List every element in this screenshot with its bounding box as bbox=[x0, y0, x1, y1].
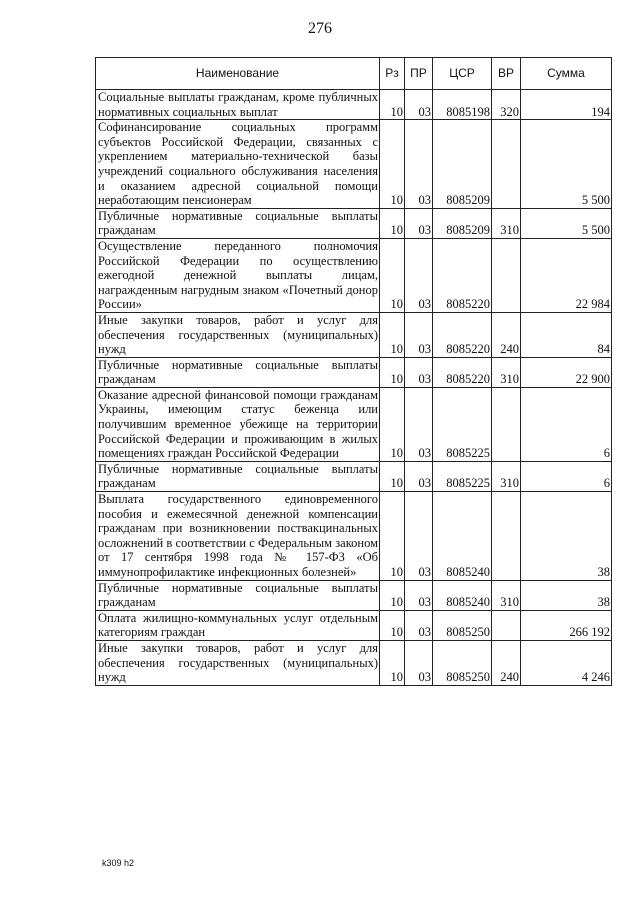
cell-sum: 84 bbox=[521, 312, 612, 357]
cell-sum: 5 500 bbox=[521, 120, 612, 209]
cell-vr bbox=[492, 610, 521, 640]
cell-name: Иные закупки товаров, работ и услуг для обеспечения государственных (муниципальных) нужд bbox=[96, 312, 380, 357]
table-row bbox=[96, 387, 612, 461]
cell-pr: 03 bbox=[405, 312, 433, 357]
cell-name: Публичные нормативные социальные выплаты гражданам bbox=[96, 461, 380, 491]
cell-pr: 03 bbox=[405, 461, 433, 491]
cell-sum: 6 bbox=[521, 387, 612, 461]
table-row bbox=[96, 580, 612, 610]
cell-vr: 310 bbox=[492, 461, 521, 491]
cell-name: Публичные нормативные социальные выплаты гражданам bbox=[96, 357, 380, 387]
table-row bbox=[96, 312, 612, 357]
cell-csr: 8085220 bbox=[433, 312, 492, 357]
cell-sum: 5 500 bbox=[521, 208, 612, 238]
cell-name: Оказание адресной финансовой помощи гражданам Украины, имеющим статус беженца или получившим временное убежище на территории Российской Федерации и проживающим в жилых помещениях граждан Российской Федерации bbox=[96, 387, 380, 461]
cell-vr: 310 bbox=[492, 208, 521, 238]
cell-rz: 10 bbox=[380, 580, 405, 610]
cell-pr: 03 bbox=[405, 387, 433, 461]
cell-rz: 10 bbox=[380, 208, 405, 238]
cell-vr: 310 bbox=[492, 580, 521, 610]
cell-csr: 8085198 bbox=[433, 90, 492, 120]
cell-csr: 8085240 bbox=[433, 492, 492, 581]
cell-csr: 8085240 bbox=[433, 580, 492, 610]
cell-pr: 03 bbox=[405, 580, 433, 610]
cell-name: Оплата жилищно-коммунальных услуг отдельным категориям граждан bbox=[96, 610, 380, 640]
cell-vr bbox=[492, 492, 521, 581]
cell-pr: 03 bbox=[405, 357, 433, 387]
cell-sum: 266 192 bbox=[521, 610, 612, 640]
footer-code: k309 h2 bbox=[102, 858, 135, 868]
cell-rz: 10 bbox=[380, 120, 405, 209]
cell-pr: 03 bbox=[405, 90, 433, 120]
cell-vr bbox=[492, 120, 521, 209]
table-header-row bbox=[96, 58, 612, 90]
cell-pr: 03 bbox=[405, 610, 433, 640]
cell-sum: 38 bbox=[521, 580, 612, 610]
cell-rz: 10 bbox=[380, 461, 405, 491]
cell-name: Публичные нормативные социальные выплаты гражданам bbox=[96, 208, 380, 238]
header-rz: Рз bbox=[380, 58, 405, 90]
cell-rz: 10 bbox=[380, 492, 405, 581]
cell-vr: 310 bbox=[492, 357, 521, 387]
cell-csr: 8085225 bbox=[433, 461, 492, 491]
cell-name: Социальные выплаты гражданам, кроме публичных нормативных социальных выплат bbox=[96, 90, 380, 120]
table-row bbox=[96, 90, 612, 120]
cell-name: Выплата государственного единовременного пособия и ежемесячной денежной компенсации гражданам при возникновении поствакцинальных осложнений в соответствии с Федеральным законом от 17 сентября 1998 года № 157-ФЗ «Об иммунопрофилактике инфекционных болезней» bbox=[96, 492, 380, 581]
cell-rz: 10 bbox=[380, 312, 405, 357]
cell-rz: 10 bbox=[380, 357, 405, 387]
cell-vr: 240 bbox=[492, 312, 521, 357]
header-pr: ПР bbox=[405, 58, 433, 90]
cell-rz: 10 bbox=[380, 238, 405, 312]
cell-sum: 6 bbox=[521, 461, 612, 491]
table-row bbox=[96, 238, 612, 312]
table-row bbox=[96, 461, 612, 491]
cell-csr: 8085250 bbox=[433, 640, 492, 685]
budget-table bbox=[95, 57, 612, 686]
cell-pr: 03 bbox=[405, 120, 433, 209]
cell-csr: 8085250 bbox=[433, 610, 492, 640]
cell-rz: 10 bbox=[380, 610, 405, 640]
cell-pr: 03 bbox=[405, 640, 433, 685]
cell-csr: 8085220 bbox=[433, 357, 492, 387]
cell-pr: 03 bbox=[405, 492, 433, 581]
cell-sum: 22 900 bbox=[521, 357, 612, 387]
cell-name: Иные закупки товаров, работ и услуг для обеспечения государственных (муниципальных) нужд bbox=[96, 640, 380, 685]
header-sum: Сумма bbox=[521, 58, 612, 90]
cell-vr: 240 bbox=[492, 640, 521, 685]
table-body bbox=[96, 90, 612, 686]
cell-pr: 03 bbox=[405, 208, 433, 238]
header-csr: ЦСР bbox=[433, 58, 492, 90]
header-name: Наименование bbox=[96, 58, 380, 90]
cell-csr: 8085209 bbox=[433, 120, 492, 209]
cell-name: Софинансирование социальных программ субъектов Российской Федерации, связанных с укреплением материально-технической базы учреждений социального обслуживания населения и оказанием адресной социальной помощи неработающим пенсионерам bbox=[96, 120, 380, 209]
cell-csr: 8085220 bbox=[433, 238, 492, 312]
cell-sum: 22 984 bbox=[521, 238, 612, 312]
header-vr: ВР bbox=[492, 58, 521, 90]
cell-name: Публичные нормативные социальные выплаты гражданам bbox=[96, 580, 380, 610]
cell-vr bbox=[492, 387, 521, 461]
table-row bbox=[96, 640, 612, 685]
cell-name: Осуществление переданного полномочия Российской Федерации по осуществлению ежегодной денежной выплаты лицам, награжденным нагрудным знаком «Почетный донор России» bbox=[96, 238, 380, 312]
cell-rz: 10 bbox=[380, 640, 405, 685]
cell-vr bbox=[492, 238, 521, 312]
table-row bbox=[96, 208, 612, 238]
table-row bbox=[96, 357, 612, 387]
table-row bbox=[96, 492, 612, 581]
cell-sum: 38 bbox=[521, 492, 612, 581]
cell-csr: 8085225 bbox=[433, 387, 492, 461]
cell-sum: 4 246 bbox=[521, 640, 612, 685]
cell-csr: 8085209 bbox=[433, 208, 492, 238]
table-row bbox=[96, 120, 612, 209]
page-number: 276 bbox=[308, 20, 332, 37]
cell-rz: 10 bbox=[380, 387, 405, 461]
cell-sum: 194 bbox=[521, 90, 612, 120]
cell-vr: 320 bbox=[492, 90, 521, 120]
cell-pr: 03 bbox=[405, 238, 433, 312]
cell-rz: 10 bbox=[380, 90, 405, 120]
table-row bbox=[96, 610, 612, 640]
